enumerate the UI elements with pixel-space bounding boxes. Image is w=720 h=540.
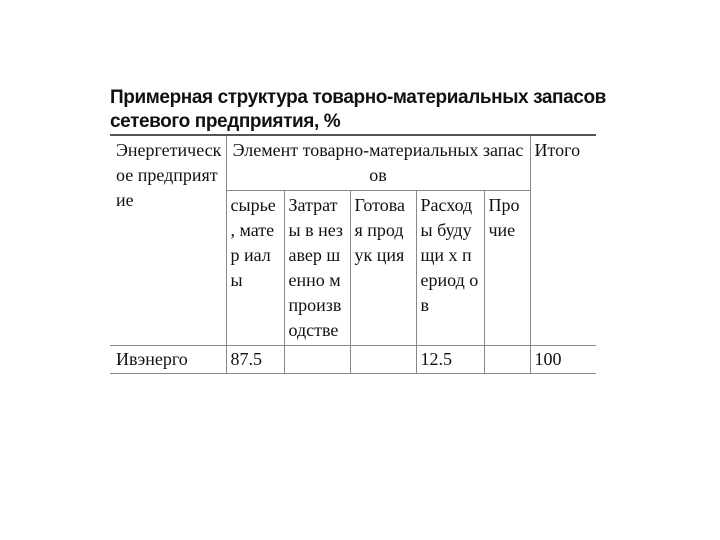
subheader-finished-goods: Готова я продук ция: [350, 191, 416, 346]
header-row: [110, 135, 596, 191]
subheader-raw-materials: сырье , матер иалы: [226, 191, 284, 346]
subheader-work-in-progress: Затрат ы в незавер шенно м произв одстве: [284, 191, 350, 346]
cell-deferred-expenses: 12.5: [416, 346, 484, 374]
header-element: Элемент товарно-материальных запасов: [226, 135, 530, 191]
inventory-structure-table: [110, 134, 596, 374]
subheader-other: Про чие: [484, 191, 530, 346]
document-title: Примерная структура товарно-материальных запасов сетевого предприятия, %: [110, 87, 606, 132]
cell-work-in-progress: [284, 346, 350, 374]
header-enterprise: Энергетическ ое предприятие: [110, 135, 226, 346]
cell-finished-goods: [350, 346, 416, 374]
header-total: Итого: [530, 135, 596, 346]
cell-other: [484, 346, 530, 374]
subheader-deferred-expenses: Расход ы будущи х период ов: [416, 191, 484, 346]
table-row: [110, 346, 596, 374]
cell-raw-materials: 87.5: [226, 346, 284, 374]
row-enterprise-name: Ивэнерго: [110, 346, 226, 374]
cell-total: 100: [530, 346, 596, 374]
